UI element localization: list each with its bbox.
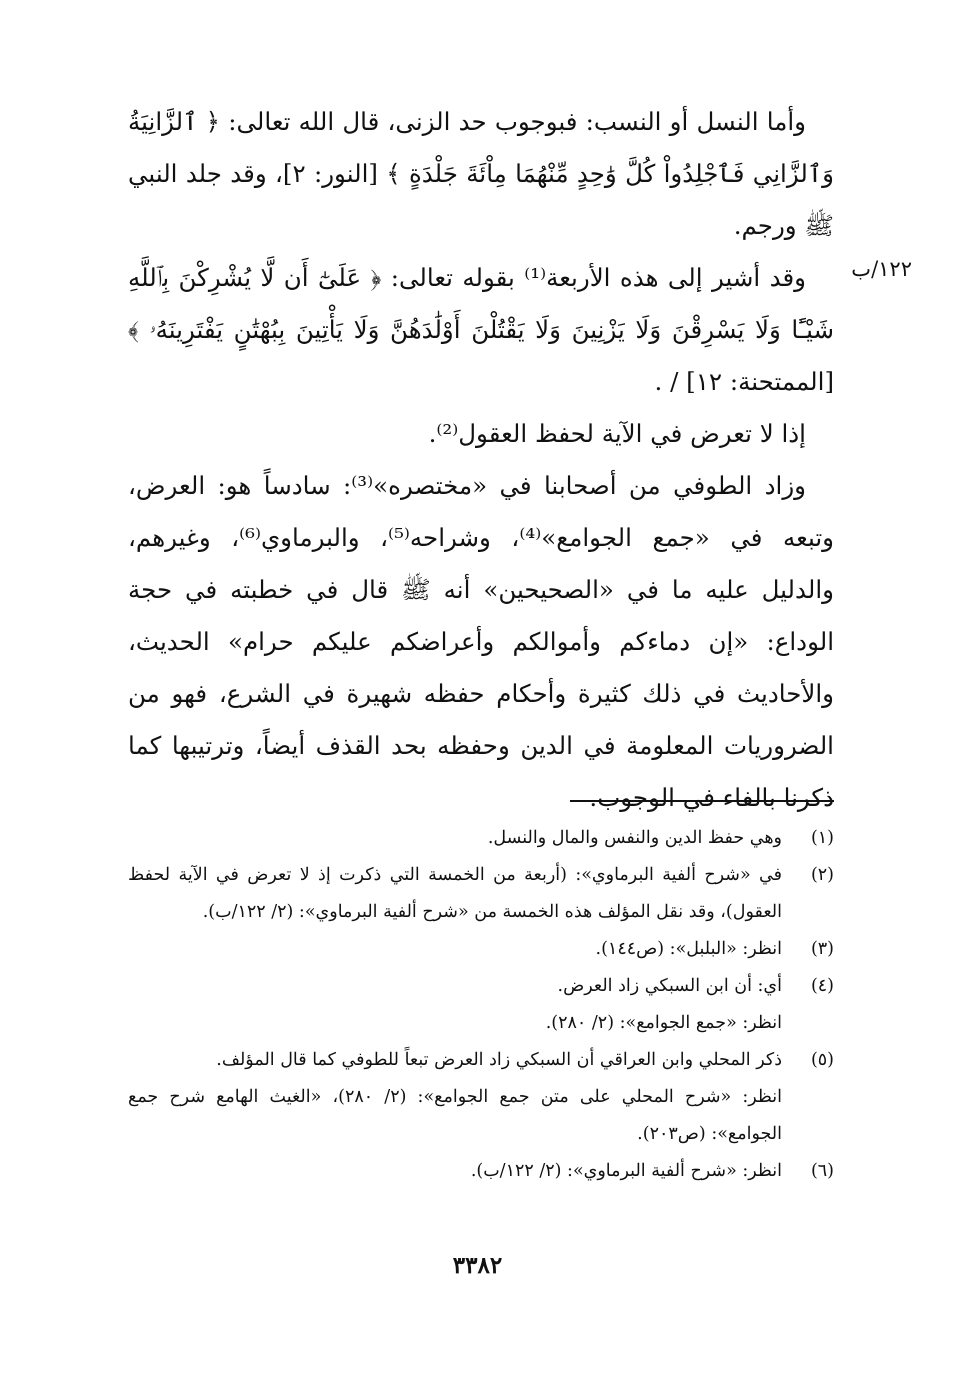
paragraph-intellect-note: إذا لا تعرض في الآية لحفظ العقول⁽²⁾. <box>428 419 806 448</box>
footnote-6 <box>128 1153 834 1190</box>
manuscript-folio-marker: ١٢٢/ب <box>851 257 912 281</box>
footnote-number: (١) <box>810 828 834 848</box>
footnote-text: انظر: «شرح ألفية البرماوي»: (٢/ ١٢٢/ب). <box>470 1161 782 1181</box>
footnote-text: وهي حفظ الدين والنفس والمال والنسل. <box>487 828 782 848</box>
paragraph-lineage: وأما النسل أو النسب: فبوجوب حد الزنى، قال الله تعالى: ﴿ ٱلزَّانِيَةُ وَٱلزَّانِي فَٱجْلِدُواْ كُلَّ وَٰحِدٍ مِّنْهُمَا مِاْئَةَ جَلْدَةٍ ﴾ [النور: ٢]، وقد جلد النبي ﷺ ورجم. <box>128 107 834 240</box>
footnote-number: (٤) <box>810 976 834 996</box>
footnote-4 <box>128 968 834 1042</box>
page-number: ٣٣٨٢ <box>452 1252 503 1279</box>
footnotes <box>128 820 834 1190</box>
paragraph-honor: وزاد الطوفي من أصحابنا في «مختصره»⁽³⁾: سادساً هو: العرض، وتبعه في «جمع الجوامع»⁽⁴⁾، وشراحه⁽⁵⁾، والبرماوي⁽⁶⁾، وغيرهم، والدليل عليه ما في «الصحيحين» أنه ﷺ قال في خطبته في حجة الوداع: «إن دماءكم وأموالكم وأعراضكم عليكم حرام» الحديث، والأحاديث في ذلك كثيرة وأحكام حفظه شهيرة في الشرع، فهو من الضروريات المعلومة في الدين وحفظه بحد القذف أيضاً، وترتيبها كما ذكرنا بالفاء في الوجوب. <box>128 471 834 812</box>
main-text <box>128 96 834 824</box>
footnote-2 <box>128 857 834 931</box>
footnote-text: انظر: «البلبل»: (ص١٤٤). <box>595 939 782 959</box>
footnote-5 <box>128 1042 834 1153</box>
footnote-text: ذكر المحلي وابن العراقي أن السبكي زاد العرض تبعاً للطوفي كما قال المؤلف. <box>216 1050 782 1070</box>
footnote-divider <box>570 800 834 802</box>
footnote-number: (٦) <box>810 1161 834 1181</box>
footnote-1 <box>128 820 834 857</box>
footnote-number: (٣) <box>810 939 834 959</box>
footnote-3 <box>128 931 834 968</box>
footnote-text: انظر: «شرح المحلي على متن جمع الجوامع»: (٢/ ٢٨٠)، «الغيث الهامع شرح جمع الجوامع»: (ص٢٠٣). <box>128 1087 782 1144</box>
footnote-text: انظر: «جمع الجوامع»: (٢/ ٢٨٠). <box>545 1013 782 1033</box>
paragraph-four-necessities: وقد أشير إلى هذه الأربعة⁽¹⁾ بقوله تعالى: ﴿ عَلَىٰٓ أَن لَّا يُشْرِكْنَ بِٱللَّهِ شَيْـًٔا وَلَا يَسْرِقْنَ وَلَا يَزْنِينَ وَلَا يَقْتُلْنَ أَوْلَٰدَهُنَّ وَلَا يَأْتِينَ بِبُهْتَٰنٍ يَفْتَرِينَهُۥ ﴾ [الممتحنة: ١٢] / . <box>128 263 834 396</box>
footnote-number: (٢) <box>810 865 834 885</box>
footnote-text: في «شرح ألفية البرماوي»: (أربعة من الخمسة التي ذكرت إذ لا تعرض في الآية لحفظ العقول)، وقد نقل المؤلف هذه الخمسة من «شرح ألفية البرماوي»: (٢/ ١٢٢/ب). <box>128 865 782 922</box>
footnote-text: أي: أن ابن السبكي زاد العرض. <box>557 976 782 996</box>
footnote-number: (٥) <box>810 1050 834 1070</box>
